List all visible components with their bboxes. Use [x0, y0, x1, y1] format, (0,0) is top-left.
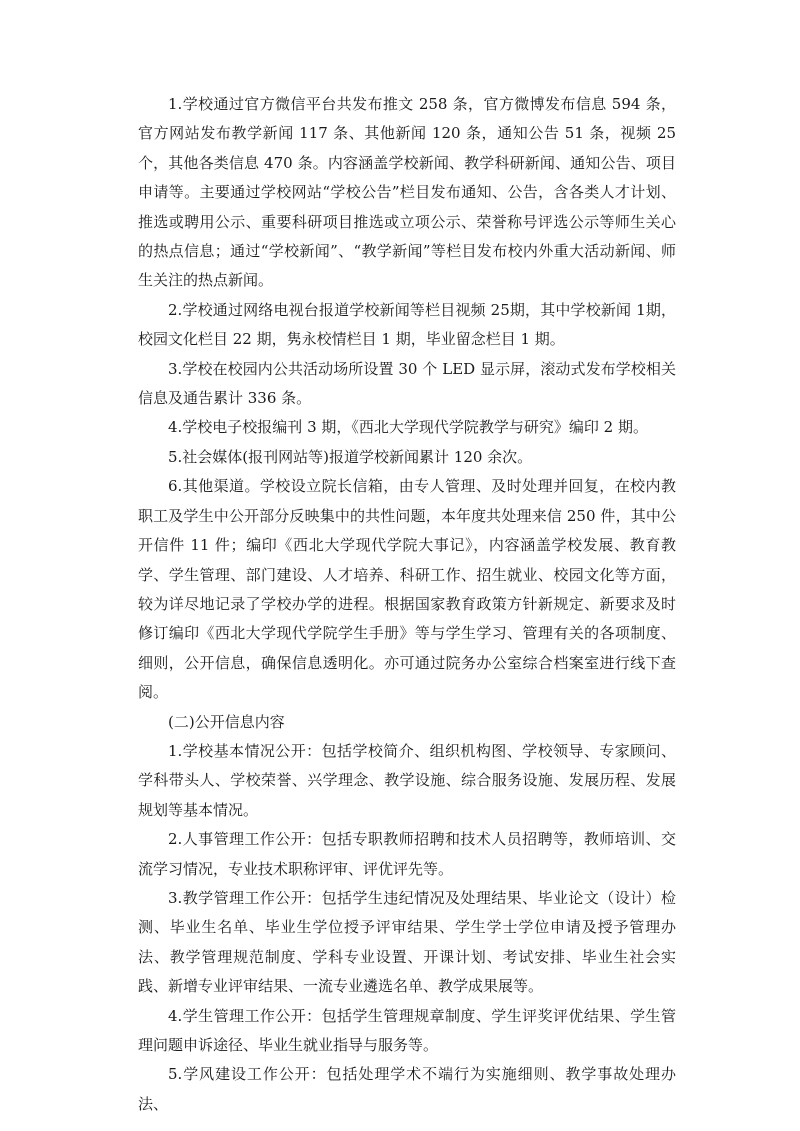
paragraph-student-management: 4.学生管理工作公开：包括学生管理规章制度、学生评奖评优结果、学生管理问题申诉途径、毕业生就业指导与服务等。	[138, 1006, 676, 1054]
section-heading-disclosure-content: (二)公开信息内容	[168, 712, 285, 731]
paragraph-other-channels: 6.其他渠道。学校设立院长信箱，由专人管理、及时处理并回复，在校内教职工及学生中公开部分反映集中的共性问题，本年度共处理来信 250 件，其中公开信件 11 件；编印《西北大学现代学院大事记》，内容涵盖学校发展、教育教学、学生管理、部门建设、人才培养、科研工作、招生就业、校园文化等方面，较为详尽地记录了学校办学的进程。根据国家教育政策方针新规定、新要求及时修订编印《西北大学现代学院学生手册》等与学生学习、管理有关的各项制度、细则，公开信息，确保信息透明化。亦可通过院务办公室综合档案室进行线下查阅。	[138, 477, 676, 702]
paragraph-e-newspaper: 4.学校电子校报编刊 3 期，《西北大学现代学院教学与研究》编印 2 期。	[168, 418, 648, 437]
paragraph-social-media: 5.社会媒体(报刊网站等)报道学校新闻累计 120 余次。	[168, 447, 533, 466]
paragraph-network-tv: 2.学校通过网络电视台报道学校新闻等栏目视频 25期，其中学校新闻 1期，校园文化栏目 22 期，隽永校情栏目 1 期，毕业留念栏目 1 期。	[138, 300, 676, 349]
paragraph-basic-info: 1.学校基本情况公开：包括学校简介、组织机构图、学校领导、专家顾问、学科带头人、学校荣誉、兴学理念、教学设施、综合服务设施、发展历程、发展规划等基本情况。	[138, 741, 676, 819]
paragraph-wechat-weibo-website: 1.学校通过官方微信平台共发布推文 258 条，官方微博发布信息 594 条，官方网站发布教学新闻 117 条、其他新闻 120 条，通知公告 51 条，视频 25 个，其他各类信息 470 条。内容涵盖学校新闻、教学科研新闻、通知公告、项目申请等。主要通过学校网站“学校公告”栏目发布通知、公告，含各类人才计划、推选或聘用公示、重要科研项目推选或立项公示、荣誉称号评选公示等师生关心的热点信息；通过“学校新闻”、“教学新闻”等栏目发布校内外重大活动新闻、师生关注的热点新闻。	[138, 95, 676, 290]
document-body	[138, 90, 676, 1119]
paragraph-teaching-management: 3.教学管理工作公开：包括学生违纪情况及处理结果、毕业论文（设计）检测、毕业生名单、毕业生学位授予评审结果、学生学士学位申请及授予管理办法、教学管理规范制度、学科专业设置、开课计划、考试安排、毕业生社会实践、新增专业评审结果、一流专业遴选名单、教学成果展等。	[138, 888, 676, 996]
paragraph-personnel: 2.人事管理工作公开：包括专职教师招聘和技术人员招聘等，教师培训、交流学习情况，专业技术职称评审、评优评先等。	[138, 830, 676, 878]
paragraph-led-screens: 3.学校在校园内公共活动场所设置 30 个 LED 显示屏，滚动式发布学校相关信息及通告累计 336 条。	[138, 359, 676, 408]
paragraph-academic-integrity: 5.学风建设工作公开：包括处理学术不端行为实施细则、教学事故处理办法、	[138, 1065, 676, 1113]
